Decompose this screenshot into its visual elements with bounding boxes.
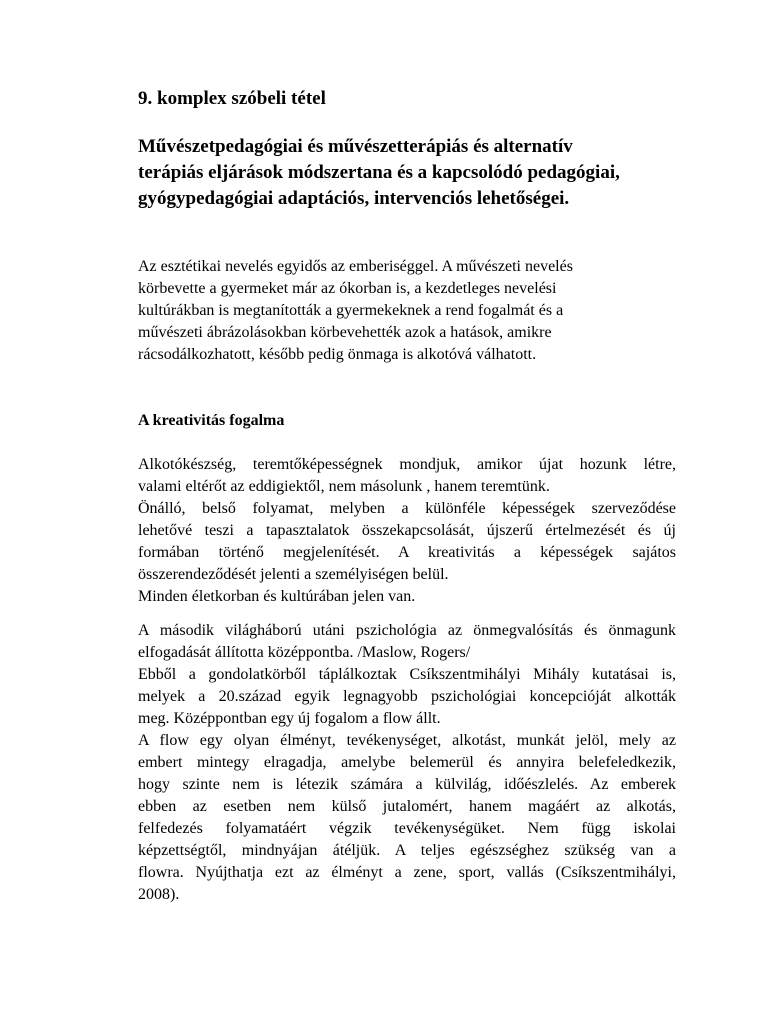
subtitle-line: gyógypedagógiai adaptációs, intervenciós lehetőségei. (138, 188, 570, 209)
body-line: valami eltérőt az eddigiektől, nem másolunk , hanem teremtünk. (138, 478, 550, 495)
body-line: flowra. Nyújthatja ezt az élményt a zene, sport, vallás (Csíkszentmihályi, (138, 864, 676, 881)
body-line: embert mintegy elragadja, amelybe belemerül és annyira belefeledkezik, (138, 754, 676, 771)
document-title: 9. komplex szóbeli tétel (138, 88, 326, 109)
body-line: 2008). (138, 886, 180, 903)
body-line: A második világháború utáni pszichológia az önmegvalósítás és önmagunk (138, 622, 676, 639)
body-line: képzettségtől, mindnyájan átéljük. A teljes egészséghez szükség van a (138, 842, 676, 859)
intro-line: körbevette a gyermeket már az ókorban is, a kezdetleges nevelési (138, 280, 557, 297)
body-line: Ebből a gondolatkörből táplálkoztak Csíkszentmihályi Mihály kutatásai is, (138, 666, 676, 683)
body-line: meg. Középpontban egy új fogalom a flow állt. (138, 710, 441, 727)
body-line: melyek a 20.század egyik legnagyobb pszichológiai koncepcióját alkották (138, 688, 676, 705)
body-line: formában történő megjelenítését. A kreativitás a képességek sajátos (138, 544, 676, 561)
body-line: összerendeződését jelenti a személyiségen belül. (138, 566, 449, 583)
document-subtitle (138, 134, 678, 212)
body-line: hogy szinte nem is létezik számára a külvilág, időészlelés. Az emberek (138, 776, 676, 793)
subtitle-line: Művészetpedagógiai és művészetterápiás és alternatív (138, 136, 573, 157)
body-line: elfogadását állította középpontba. /Maslow, Rogers/ (138, 644, 471, 661)
intro-paragraph (138, 256, 678, 366)
body-line: Önálló, belső folyamat, melyben a különféle képességek szerveződése (138, 500, 676, 517)
intro-line: kultúrákban is megtanították a gyermekeknek a rend fogalmát és a (138, 302, 564, 319)
body-line: Alkotókészség, teremtőképességnek mondjuk, amikor újat hozunk létre, (138, 456, 676, 473)
intro-line: Az esztétikai nevelés egyidős az emberiséggel. A művészeti nevelés (138, 258, 573, 275)
intro-line: rácsodálkozhatott, később pedig önmaga is alkotóvá válhatott. (138, 346, 537, 363)
body-line: felfedezés folyamatáért végzik tevékenységüket. Nem függ iskolai (138, 820, 676, 837)
flow-paragraph (138, 620, 676, 906)
subtitle-line: terápiás eljárások módszertana és a kapcsolódó pedagógiai, (138, 162, 620, 183)
body-line: lehetővé teszi a tapasztalatok összekapcsolását, újszerű értelmezését és új (138, 522, 676, 539)
body-line: ebben az esetben nem külső jutalomért, hanem magáért az alkotás, (138, 798, 676, 815)
creativity-definition-paragraph (138, 454, 676, 608)
intro-line: művészeti ábrázolásokban körbevehették azok a hatások, amikre (138, 324, 552, 341)
body-line: A flow egy olyan élményt, tevékenységet, alkotást, munkát jelöl, mely az (138, 732, 676, 749)
body-line: Minden életkorban és kultúrában jelen van. (138, 588, 416, 605)
section-heading: A kreativitás fogalma (138, 412, 285, 429)
